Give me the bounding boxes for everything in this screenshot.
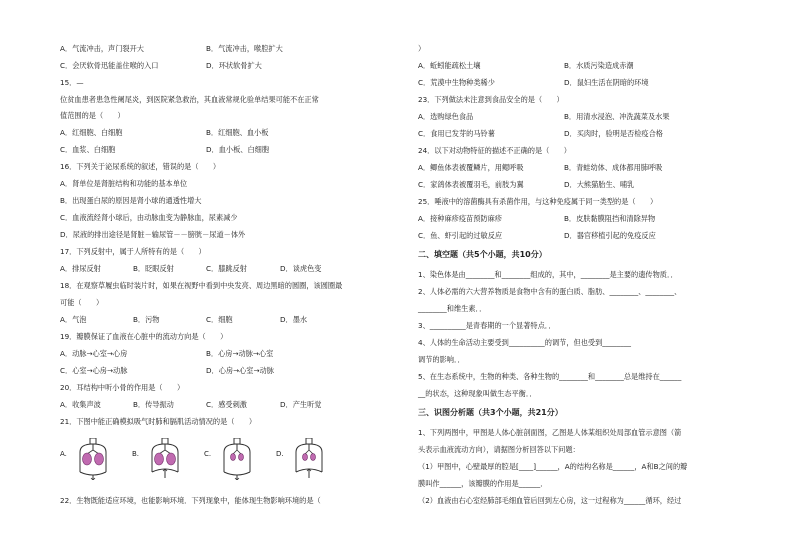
bell-jar-lung-model-icon xyxy=(286,438,332,480)
section-3-title: 三、识图分析题（共3个小题，共21分） xyxy=(418,408,563,417)
q20-option-c: C．感受刺激 xyxy=(206,400,247,409)
fill-q5-line2: __的状态，这种现象叫做生态平衡．． xyxy=(418,389,537,398)
q20-option-a: A．收集声波 xyxy=(60,400,101,409)
diagram-q1-line1: 1、下列两图中，甲图是人体心脏剖面图，乙图是人体某组织处局部血管示意图（箭 xyxy=(418,428,682,437)
q17-option-d: D．谈虎色变 xyxy=(280,264,322,273)
q25-option-c: C．鱼、虾引起的过敏反应 xyxy=(418,231,503,240)
q17-stem: 17．下列反射中，属于人所特有的是（ ） xyxy=(60,247,206,256)
q14-option-c: C．会厌软骨迅能盖住喉的入口 xyxy=(60,61,159,70)
q21-stem: 21．下图中能正确模拟吸气时肺和膈肌活动情况的是（ ） xyxy=(60,417,257,426)
q16-option-a: A．肾单位是肾脏结构和功能的基本单位 xyxy=(60,179,188,188)
q18-option-a: A．气泡 xyxy=(60,315,87,324)
q21-figure-a xyxy=(60,438,120,480)
q22-option-b: B．水质污染造成赤潮 xyxy=(564,61,634,70)
q24-option-c: C．家鸽体表被覆羽毛，前肢为翼 xyxy=(418,180,524,189)
q15-number: 15．— xyxy=(60,78,84,87)
q21-figure-b-label: B. xyxy=(132,450,140,458)
q15-stem-line1: 位贫血患者患急性阑尾炎，到医院紧急救治，其血液常规化验单结果可能不在正常 xyxy=(60,95,319,104)
q20-option-d: D．产生听觉 xyxy=(280,400,322,409)
q14-option-b: B．气流冲击，喉腔扩大 xyxy=(206,44,283,53)
q21-figure-c xyxy=(204,438,264,480)
diagram-q1-part2: （2）血液由右心室经肺部毛细血管后回到左心房，这一过程称为______循环，经过 xyxy=(418,496,682,505)
diagram-q1-line2: 头表示血液流动方向），请据图分析回答以下问题： xyxy=(418,445,580,454)
q15-option-c: C．血浆、白细胞 xyxy=(60,145,116,154)
section-2-title: 二、填空题（共5个小题，共10分） xyxy=(418,250,547,259)
q19-option-b: B．心房→动脉→心室 xyxy=(206,349,274,358)
q17-option-b: B．眨眼反射 xyxy=(133,264,174,273)
q15-option-b: B．红细胞、血小板 xyxy=(206,128,269,137)
bell-jar-lung-model-icon xyxy=(142,438,188,480)
q18-stem-line2: 可能（ ） xyxy=(60,298,104,307)
q23-option-c: C．食用已发芽的马铃薯 xyxy=(418,129,495,138)
bell-jar-lung-model-icon xyxy=(214,438,260,480)
q21-figure-b xyxy=(132,438,192,480)
q19-option-c: C．心室→心房→动脉 xyxy=(60,366,128,375)
q25-option-b: B．皮肤黏膜阻挡和清除异物 xyxy=(564,214,656,223)
fill-q1: 1、染色体是由________和________组成的，其中，________是主要的遗传物质．． xyxy=(418,270,678,279)
q20-stem: 20．耳结构中听小骨的作用是（ ） xyxy=(60,383,185,392)
q16-option-b: B．出现蛋白尿的原因是肾小球的通透性增大 xyxy=(60,196,202,205)
q16-option-c: C．血液流经肾小球后，由动脉血变为静脉血，尿素减少 xyxy=(60,213,238,222)
q16-stem: 16．下列关于泌尿系统的叙述，错误的是（ ） xyxy=(60,162,221,171)
left-column xyxy=(60,0,430,550)
q22-stem: 22．生物既能适应环境，也能影响环境．下列现象中，能体现生物影响环境的是（ xyxy=(60,496,321,505)
fill-q3: 3、__________是青春期的一个显著特点．． xyxy=(418,321,556,330)
fill-q2-line1: 2、人体必需的六大营养物质是食物中含有的蛋白质、脂肪、________、________、 xyxy=(418,287,682,296)
fill-q5-line1: 5、在生态系统中，生物的种类、各种生物的________和________总是维持在______ xyxy=(418,372,682,381)
q18-stem-line1: 18．在观察草履虫临时装片时，如果在视野中看到中央发亮、周边黑暗的圆圈，该圆圈最 xyxy=(60,281,343,290)
q16-option-d: D．尿液的排出途径是肾脏－输尿管－－膀胱－尿道－体外 xyxy=(60,230,246,239)
q17-option-c: C．膝跳反射 xyxy=(206,264,247,273)
q17-option-a: A．排尿反射 xyxy=(60,264,101,273)
q25-option-d: D．器官移植引起的免疫反应 xyxy=(564,231,656,240)
diagram-q1-part1-line2: 膜叫作______，该瓣膜的作用是______． xyxy=(418,479,548,488)
q23-stem: 23．下列做法未注意到食品安全的是（ ） xyxy=(418,95,564,104)
q25-option-a: A．接种麻疹疫苗预防麻疹 xyxy=(418,214,502,223)
fill-q2-line2: ________和维生素．． xyxy=(418,304,487,313)
fill-q4-line2: 调节的影响．． xyxy=(418,355,465,364)
right-column xyxy=(418,0,788,550)
q21-figures xyxy=(60,438,330,480)
q24-stem: 24．以下对动物特征的描述不正确的是（ ） xyxy=(418,146,571,155)
q22-option-a: A．蚯蚓能疏松土壤 xyxy=(418,61,481,70)
q25-stem: 25．唾液中的溶菌酶具有杀菌作用，与这种免疫属于同一类型的是（ ） xyxy=(418,197,658,206)
q19-option-a: A．动脉→心室→心房 xyxy=(60,349,128,358)
q22-option-d: D．鼠妇生活在阴暗的环境 xyxy=(564,78,649,87)
q23-option-a: A．选购绿色食品 xyxy=(418,112,474,121)
q18-option-d: D．墨水 xyxy=(280,315,308,324)
q18-option-c: C．细胞 xyxy=(206,315,233,324)
q21-figure-d-label: D. xyxy=(276,450,284,458)
q21-figure-d xyxy=(276,438,336,480)
q24-option-a: A．鲫鱼体表被覆鳞片，用鳃呼吸 xyxy=(418,163,524,172)
q15-option-a: A．红细胞、白细胞 xyxy=(60,128,123,137)
q19-stem: 19．瓣膜保证了血液在心脏中的流动方向是（ ） xyxy=(60,332,228,341)
q15-option-d: D．血小板、白细胞 xyxy=(206,145,270,154)
q22-option-c: C．荒漠中生物种类稀少 xyxy=(418,78,495,87)
fill-q4-line1: 4、人体的生命活动主要受到__________的调节，但也受到________ xyxy=(418,338,632,347)
q23-option-d: D．买肉时，验明是否检疫合格 xyxy=(564,129,663,138)
q18-option-b: B．污物 xyxy=(133,315,160,324)
diagram-q1-part1-line1: （1）甲图中，心壁最厚的腔是[____]______，A的结构名称是______，A和B之间的瓣 xyxy=(418,462,688,471)
q24-option-d: D．大熊猫胎生、哺乳 xyxy=(564,180,635,189)
q20-option-b: B．传导振动 xyxy=(133,400,174,409)
q14-option-a: A．气流冲击，声门裂开大 xyxy=(60,44,144,53)
q14-option-d: D．环状软骨扩大 xyxy=(206,61,262,70)
bell-jar-lung-model-icon xyxy=(70,438,116,480)
q24-option-b: B．青蛙幼体、成体都用肺呼吸 xyxy=(564,163,663,172)
q22-stem-end: ） xyxy=(418,44,426,53)
q15-stem-line2: 值范围的是（ ） xyxy=(60,111,125,120)
q21-figure-c-label: C. xyxy=(204,450,212,458)
q23-option-b: B．用清水浸泡、冲洗蔬菜及水果 xyxy=(564,112,670,121)
q21-figure-a-label: A. xyxy=(60,450,67,458)
q19-option-d: D．心房→心室→动脉 xyxy=(206,366,274,375)
